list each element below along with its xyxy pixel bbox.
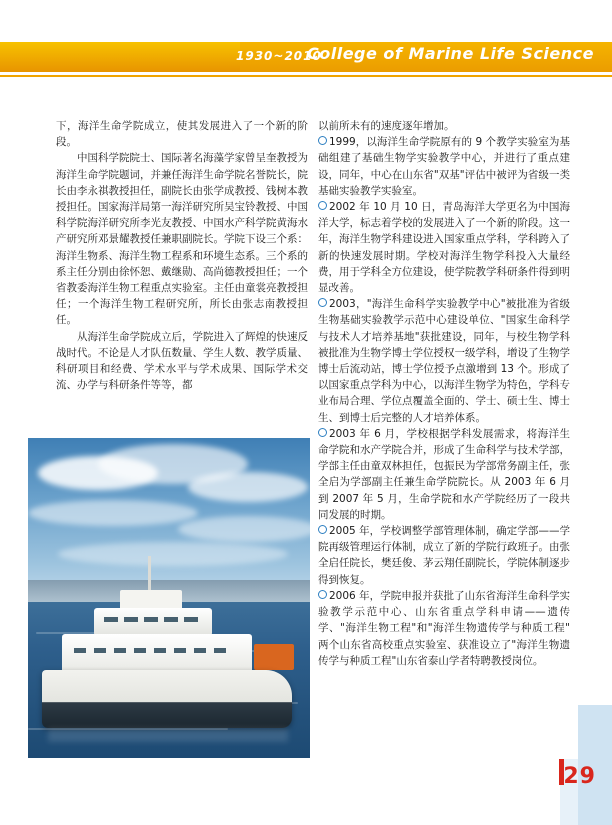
bullet-dot-icon: [318, 590, 327, 599]
list-item: [318, 426, 570, 523]
ship-window: [94, 648, 106, 653]
ship-window: [134, 648, 146, 653]
cloud: [58, 542, 288, 566]
list-item: [318, 523, 570, 588]
bullet-dot-icon: [318, 201, 327, 210]
ship-window: [104, 617, 118, 622]
list-item-text: 2002 年 10 月 10 日，青岛海洋大学更名为中国海洋大学，标志着学校的发展进入了一个新的阶段。这一年，海洋生物学科建设进入国家重点学科，学科跨入了新的快速发展时期。学校对海洋生物学科投入大量经费，用于学科全方位建设，使学院教学科研条件得到明显改善。: [318, 201, 570, 295]
paragraph: 从海洋生命学院成立后，学院进入了辉煌的快速反战时代。不论是人才队伍数量、学生人数、教学质量、科研项目和经费、学术水平与学术成果、国际学术交流、办学与科研条件等等，都: [56, 330, 308, 392]
bullet-dot-icon: [318, 428, 327, 437]
header-thin-rule: [0, 75, 612, 77]
list-item-text: 2003 年 6 月，学校根据学科发展需求，将海洋生命学院和水产学院合并，形成了生命科学与技术学部，学部主任由童双林担任，包振民为学部常务副主任，张全启为学部副主任兼生命学院院长。从 2003 年 6 月到 2007 年 5 月，生命学院和水产学院经历了一段共同发展的时期。: [318, 427, 570, 521]
research-vessel-photo: [28, 438, 310, 758]
right-text-column: [318, 118, 570, 669]
ship-mid-deck: [62, 634, 252, 674]
list-item: [318, 588, 570, 669]
list-item-text: 2003，"海洋生命科学实验教学中心"被批准为省级生物基础实验教学示范中心建设单位、"国家生命科学与技术人才培养基地"获批建设，同年，与校生物学科被批准为生物学博士学位授权一级学科，增设了生物学博士后流动站，博士学位授予点激增到 13 个。形成了以国家重点学科为中心，以海洋生物学为特色，学科专业布局合理、学位点覆盖全面的、学士、硕士生、博士生、到博士后完整的人才培养体系。: [318, 298, 570, 424]
left-text-column: [56, 118, 308, 393]
paragraph: 以前所未有的速度逐年增加。: [318, 120, 455, 132]
ship-hull: [42, 670, 292, 728]
cloud: [28, 500, 198, 526]
list-item: [318, 134, 570, 199]
cloud: [188, 472, 308, 502]
paragraph: 下，海洋生命学院成立，使其发展进入了一个新的阶段。: [56, 120, 308, 149]
header-band-left-stripe: [0, 42, 240, 72]
bullet-dot-icon: [318, 298, 327, 307]
cloud: [178, 516, 310, 542]
ship-window: [164, 617, 178, 622]
ship-window: [144, 617, 158, 622]
bullet-dot-icon: [318, 136, 327, 145]
ship-window: [184, 617, 198, 622]
list-item: [318, 199, 570, 296]
list-item-text: 1999，以海洋生命学院原有的 9 个教学实验室为基础组建了基础生物学实验教学中心，并进行了重点建设，同年，中心在山东省"双基"评估中被评为省级一类基础实验教学实验室。: [318, 136, 570, 197]
ship-upper-deck: [94, 608, 212, 636]
ship-window: [154, 648, 166, 653]
list-item-text: 2005 年，学校调整学部管理体制，确定学部——学院再级管理运行体制，成立了新的学院行政班子。由张全启任院长，樊廷俊、茅云翔任副院长，学院体制逐步得到恢复。: [318, 525, 570, 586]
page-title: College of Marine Life Science: [307, 44, 594, 63]
ship-window: [214, 648, 226, 653]
page-number: 29: [563, 764, 596, 789]
ship-window: [124, 617, 138, 622]
ship-bridge: [120, 590, 182, 610]
ship-window: [74, 648, 86, 653]
ship-deck-crane: [254, 644, 294, 670]
list-item-text: 2006 年，学院申报并获批了山东省海洋生命科学实验教学示范中心、山东省重点学科申请——遗传学、"海洋生物工程"和"海洋生物遗传学与种质工程" 两个山东省高校重点实验室、获准设立了"海洋生物遗传学与种质工程"山东省泰山学者特聘教授岗位。: [318, 589, 570, 667]
header-year-range: 1930~2010: [236, 49, 322, 63]
paragraph: 中国科学院院士、国际著名海藻学家曾呈奎教授为海洋生命学院题词，并兼任海洋生命学院名誉院长，院长由李永祺教授担任，副院长由张学成教授、钱树本教授担任。国家海洋局第一海洋研究所吴宝铃教授、中国科学院海洋研究所李光友教授、中国水产科学院黄海水产研究所邓景耀教授任兼职副院长。学院下设三个系：海洋生物系、海洋生物工程系和环境生态系。三个系的系主任分别由徐怀恕、戴继勋、高尚德教授担任；一个省教委海洋生物工程重点实验室。主任由童裳亮教授担任；一个海洋生物工程研究所，所长由张志南教授担任。: [56, 152, 308, 327]
bullet-dot-icon: [318, 525, 327, 534]
water-reflection: [48, 728, 288, 742]
ship-window: [114, 648, 126, 653]
ship-window: [194, 648, 206, 653]
ship-window: [174, 648, 186, 653]
list-item: [318, 296, 570, 426]
ship-mast: [148, 556, 151, 592]
